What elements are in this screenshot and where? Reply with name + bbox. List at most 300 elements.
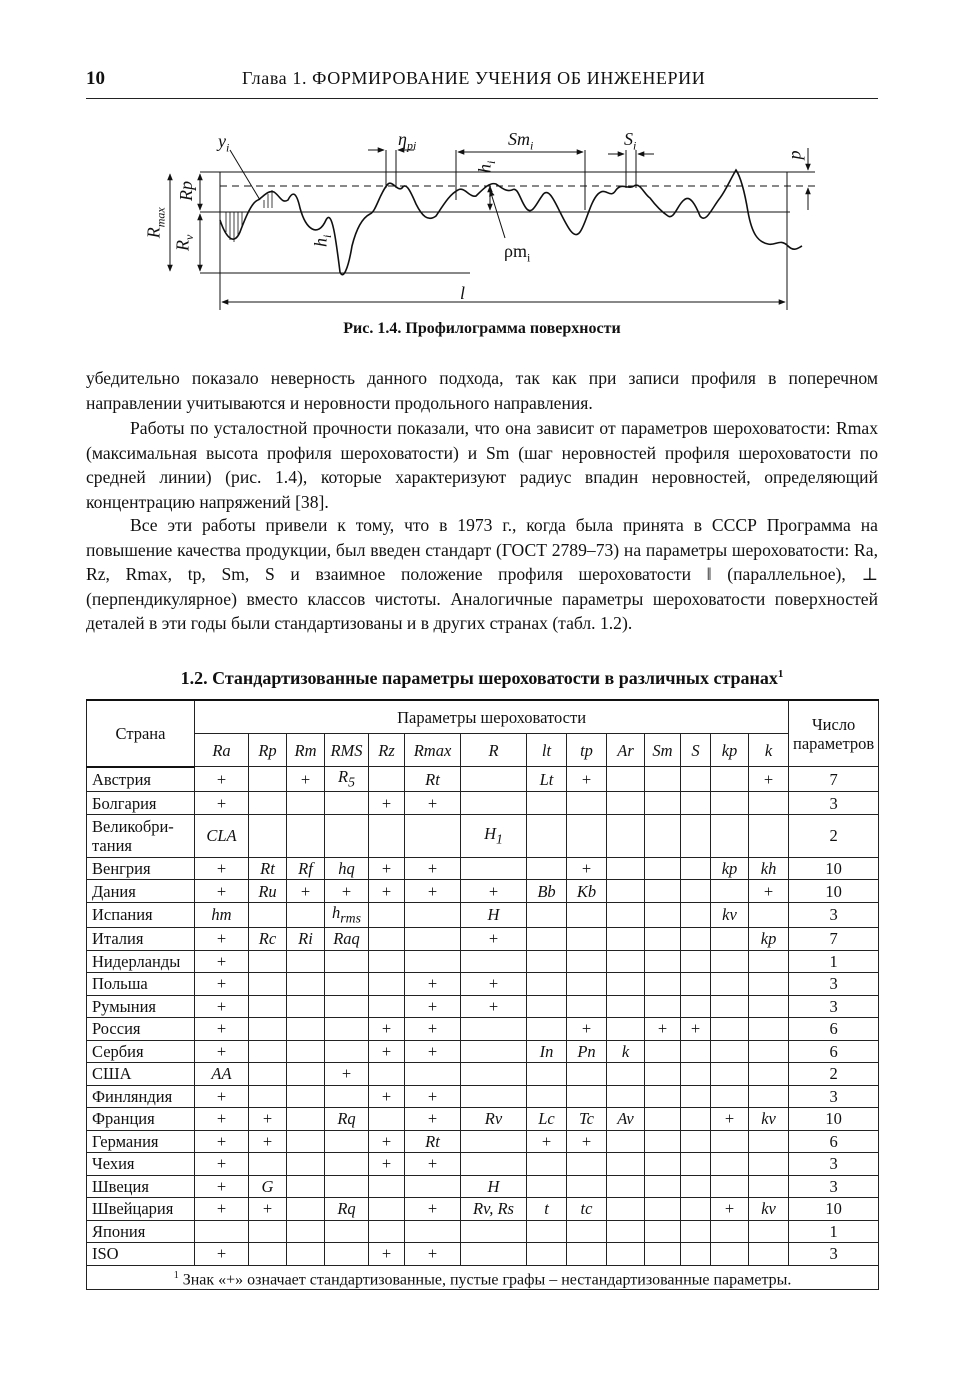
header-country: Страна: [87, 700, 195, 767]
param-cell: Lc: [527, 1108, 567, 1131]
count-cell: 10: [789, 857, 879, 880]
param-cell: [527, 973, 567, 996]
param-cell: [249, 1018, 287, 1041]
count-cell: 3: [789, 1085, 879, 1108]
param-cell: [749, 995, 789, 1018]
param-cell: [249, 950, 287, 973]
param-cell: [645, 1063, 681, 1086]
param-cell: [681, 1108, 711, 1131]
param-cell: [681, 1220, 711, 1243]
param-cell: [287, 1153, 325, 1176]
param-cell: [405, 1175, 461, 1198]
param-cell: +: [369, 857, 405, 880]
table-row: [87, 814, 879, 857]
param-cell: [681, 767, 711, 792]
param-cell: [711, 1063, 749, 1086]
param-cell: H: [461, 1175, 527, 1198]
param-cell: [681, 1130, 711, 1153]
country-cell: Россия: [87, 1018, 195, 1041]
param-cell: CLA: [195, 814, 249, 857]
country-cell: Япония: [87, 1220, 195, 1243]
param-cell: +: [567, 1018, 607, 1041]
param-cell: Rt: [249, 857, 287, 880]
param-cell: [369, 950, 405, 973]
param-cell: [249, 973, 287, 996]
label-eta: $\eta_{pi}$: [398, 129, 417, 153]
param-cell: [645, 973, 681, 996]
param-cell: [681, 1085, 711, 1108]
param-cell: [461, 767, 527, 792]
param-cell: +: [195, 1243, 249, 1266]
header-param: R: [461, 734, 527, 767]
param-cell: [325, 1153, 369, 1176]
param-cell: t: [527, 1198, 567, 1221]
param-cell: [607, 973, 645, 996]
header-param: Ra: [195, 734, 249, 767]
param-cell: [325, 1130, 369, 1153]
label-rmax: $R_{max}$: [143, 207, 168, 239]
param-cell: +: [195, 880, 249, 903]
param-cell: [711, 1018, 749, 1041]
label-l: l: [460, 283, 466, 303]
profilogram-drawing: [140, 120, 820, 320]
param-cell: +: [195, 1108, 249, 1131]
param-cell: [645, 1108, 681, 1131]
param-cell: [369, 973, 405, 996]
param-cell: [325, 1018, 369, 1041]
param-cell: Raq: [325, 928, 369, 951]
param-cell: [325, 1085, 369, 1108]
param-cell: [461, 1220, 527, 1243]
param-cell: +: [195, 792, 249, 815]
param-cell: +: [711, 1198, 749, 1221]
figure-caption: Рис. 1.4. Профилограмма поверхности: [343, 320, 621, 337]
table-row: [87, 1085, 879, 1108]
param-cell: [287, 995, 325, 1018]
param-cell: [287, 1018, 325, 1041]
param-cell: [287, 1175, 325, 1198]
count-cell: 10: [789, 1108, 879, 1131]
param-cell: +: [461, 973, 527, 996]
param-cell: Rq: [325, 1198, 369, 1221]
param-cell: +: [195, 1085, 249, 1108]
param-cell: [249, 902, 287, 927]
param-cell: [369, 1175, 405, 1198]
param-cell: AA: [195, 1063, 249, 1086]
param-cell: [287, 1243, 325, 1266]
param-cell: [369, 902, 405, 927]
hatching: [226, 190, 272, 242]
param-cell: Rq: [325, 1108, 369, 1131]
param-cell: kv: [749, 1198, 789, 1221]
param-cell: +: [461, 880, 527, 903]
count-cell: 3: [789, 1243, 879, 1266]
param-cell: [527, 1018, 567, 1041]
count-cell: 3: [789, 902, 879, 927]
param-cell: [461, 1153, 527, 1176]
param-cell: [461, 950, 527, 973]
page-number: 10: [86, 68, 105, 89]
table-row: [87, 880, 879, 903]
param-cell: [607, 1243, 645, 1266]
param-cell: [567, 1153, 607, 1176]
table-title: 1.2. Стандартизованные параметры шероховатости в различных странах$^1$: [180, 668, 784, 688]
param-cell: +: [711, 1108, 749, 1131]
param-cell: [249, 995, 287, 1018]
param-cell: +: [369, 1130, 405, 1153]
param-cell: +: [195, 973, 249, 996]
table-row: [87, 1153, 879, 1176]
param-cell: [325, 1243, 369, 1266]
param-cell: +: [287, 767, 325, 792]
param-cell: [369, 814, 405, 857]
param-cell: +: [369, 1153, 405, 1176]
param-cell: [749, 814, 789, 857]
profilogram-figure: [140, 120, 820, 320]
param-cell: kp: [711, 857, 749, 880]
param-cell: +: [249, 1108, 287, 1131]
header-param: Rmax: [405, 734, 461, 767]
param-cell: Bb: [527, 880, 567, 903]
table-header: [87, 700, 879, 767]
table-row: [87, 950, 879, 973]
param-cell: Av: [607, 1108, 645, 1131]
footnote-text: Знак «+» означает стандартизованные, пустые графы – нестандартизованные параметры.: [178, 1270, 792, 1288]
param-cell: +: [405, 995, 461, 1018]
param-cell: [369, 928, 405, 951]
country-cell: Италия: [87, 928, 195, 951]
param-cell: [527, 995, 567, 1018]
country-cell: Румыния: [87, 995, 195, 1018]
param-cell: Tc: [567, 1108, 607, 1131]
param-cell: Rc: [249, 928, 287, 951]
param-cell: [711, 973, 749, 996]
param-cell: Rt: [405, 767, 461, 792]
param-cell: [681, 814, 711, 857]
param-cell: Kb: [567, 880, 607, 903]
param-cell: [567, 928, 607, 951]
param-cell: G: [249, 1175, 287, 1198]
param-cell: [607, 1085, 645, 1108]
param-cell: [287, 950, 325, 973]
param-cell: In: [527, 1040, 567, 1063]
table-row: [87, 1130, 879, 1153]
param-cell: kh: [749, 857, 789, 880]
param-cell: [607, 1063, 645, 1086]
param-cell: [249, 1063, 287, 1086]
param-cell: [325, 1175, 369, 1198]
param-cell: [645, 1243, 681, 1266]
param-cell: +: [405, 1040, 461, 1063]
param-cell: [527, 1175, 567, 1198]
param-cell: [749, 950, 789, 973]
table-row: [87, 973, 879, 996]
header-param: Sm: [645, 734, 681, 767]
param-cell: +: [369, 792, 405, 815]
param-cell: [369, 767, 405, 792]
param-cell: [567, 973, 607, 996]
param-cell: [749, 1085, 789, 1108]
param-cell: [461, 1243, 527, 1266]
param-cell: [249, 1040, 287, 1063]
param-cell: [749, 1175, 789, 1198]
table-row: [87, 792, 879, 815]
label-rv: $R_v$: [172, 234, 196, 251]
table-row: [87, 1175, 879, 1198]
param-cell: [325, 1220, 369, 1243]
param-cell: [287, 1063, 325, 1086]
param-cell: [287, 1108, 325, 1131]
param-cell: [607, 928, 645, 951]
param-cell: [645, 1175, 681, 1198]
param-cell: [527, 857, 567, 880]
param-cell: [607, 857, 645, 880]
param-cell: [405, 1220, 461, 1243]
param-cell: +: [287, 880, 325, 903]
param-cell: [749, 1130, 789, 1153]
header-param: Rp: [249, 734, 287, 767]
param-cell: +: [369, 1243, 405, 1266]
param-cell: [645, 1130, 681, 1153]
param-cell: [567, 902, 607, 927]
count-cell: 3: [789, 792, 879, 815]
param-cell: [681, 973, 711, 996]
param-cell: [749, 1018, 789, 1041]
param-cell: +: [195, 767, 249, 792]
param-cell: [681, 1040, 711, 1063]
param-cell: +: [195, 928, 249, 951]
param-cell: [405, 928, 461, 951]
table-row: [87, 928, 879, 951]
param-cell: [527, 950, 567, 973]
paragraph-3: Все эти работы привели к тому, что в 1973 г., когда была принята в СССР Программа на повышение качества продукции, был введен стандарт (ГОСТ 2789–73) на параметры шероховатости: Ra, Rz, Rmax, tp, Sm, S и взаимное положение профиля шероховатости ‖ (параллельное), ⊥ (перпендикулярное) вместо классов чистоты. Аналогичные параметры шероховатости поверхностей деталей в эти годы были стандартизованы и в других странах (табл. 1.2).: [86, 515, 878, 633]
count-cell: 7: [789, 767, 879, 792]
param-cell: [711, 1220, 749, 1243]
param-cell: [607, 792, 645, 815]
param-cell: [249, 1243, 287, 1266]
label-hi-top: $h_i$: [474, 160, 498, 173]
param-cell: k: [607, 1040, 645, 1063]
param-cell: +: [645, 1018, 681, 1041]
header-param: Rm: [287, 734, 325, 767]
param-cell: [749, 902, 789, 927]
param-cell: [195, 1220, 249, 1243]
param-cell: [607, 1175, 645, 1198]
country-cell: Австрия: [87, 767, 195, 792]
param-cell: [369, 1063, 405, 1086]
count-cell: 3: [789, 1153, 879, 1176]
param-cell: [325, 973, 369, 996]
param-cell: [711, 814, 749, 857]
param-cell: [461, 1018, 527, 1041]
param-cell: [711, 880, 749, 903]
roughness-table: [86, 699, 879, 1290]
param-cell: +: [195, 1040, 249, 1063]
param-cell: +: [369, 1018, 405, 1041]
param-cell: Pn: [567, 1040, 607, 1063]
count-cell: 1: [789, 1220, 879, 1243]
param-cell: +: [195, 1018, 249, 1041]
param-cell: +: [405, 1108, 461, 1131]
country-cell: Франция: [87, 1108, 195, 1131]
param-cell: [287, 1198, 325, 1221]
param-cell: +: [405, 1018, 461, 1041]
param-cell: hm: [195, 902, 249, 927]
param-cell: [711, 1130, 749, 1153]
count-cell: 3: [789, 1175, 879, 1198]
param-cell: [645, 1153, 681, 1176]
param-cell: Rv, Rs: [461, 1198, 527, 1221]
param-cell: +: [567, 857, 607, 880]
param-cell: [645, 767, 681, 792]
param-cell: Rv: [461, 1108, 527, 1131]
param-cell: [645, 1220, 681, 1243]
param-cell: [249, 1220, 287, 1243]
country-cell: Нидерланды: [87, 950, 195, 973]
count-cell: 1: [789, 950, 879, 973]
param-cell: [711, 792, 749, 815]
label-si: $S_i$: [624, 129, 637, 153]
param-cell: [711, 767, 749, 792]
param-cell: +: [195, 1198, 249, 1221]
param-cell: +: [325, 880, 369, 903]
param-cell: [645, 902, 681, 927]
param-cell: [711, 1243, 749, 1266]
param-cell: [325, 995, 369, 1018]
param-cell: [249, 792, 287, 815]
param-cell: tc: [567, 1198, 607, 1221]
param-cell: +: [195, 857, 249, 880]
param-cell: hq: [325, 857, 369, 880]
table-row: [87, 1063, 879, 1086]
param-cell: [287, 973, 325, 996]
param-cell: +: [405, 1153, 461, 1176]
country-cell: Сербия: [87, 1040, 195, 1063]
param-cell: [645, 857, 681, 880]
param-cell: [527, 814, 567, 857]
param-cell: [461, 792, 527, 815]
param-cell: [567, 1220, 607, 1243]
param-cell: [405, 950, 461, 973]
param-cell: [749, 1220, 789, 1243]
param-cell: [369, 1108, 405, 1131]
param-cell: +: [369, 1085, 405, 1108]
param-cell: [711, 1040, 749, 1063]
count-cell: 2: [789, 814, 879, 857]
param-cell: [749, 1063, 789, 1086]
param-cell: +: [461, 995, 527, 1018]
header-param: S: [681, 734, 711, 767]
table-row: [87, 1040, 879, 1063]
param-cell: [405, 814, 461, 857]
header-param: k: [749, 734, 789, 767]
param-cell: [567, 814, 607, 857]
header-param: Rz: [369, 734, 405, 767]
table-row: [87, 857, 879, 880]
table-row: [87, 1198, 879, 1221]
param-cell: [527, 1085, 567, 1108]
table-row: [87, 1108, 879, 1131]
table-row: [87, 1243, 879, 1266]
country-cell: США: [87, 1063, 195, 1086]
table-row: [87, 767, 879, 792]
footnote-mark: 1: [173, 1269, 179, 1281]
param-cell: Rf: [287, 857, 325, 880]
param-cell: +: [749, 880, 789, 903]
param-cell: [325, 950, 369, 973]
param-cell: [405, 1063, 461, 1086]
table-row: [87, 1018, 879, 1041]
param-cell: +: [567, 767, 607, 792]
table-row: [87, 995, 879, 1018]
param-cell: [645, 814, 681, 857]
paragraph-2: Работы по усталостной прочности показали, что она зависит от параметров шероховатости: Rmax (максимальная высота профиля шероховатости) и Sm (шаг неровностей профиля шероховатости по средней линии) (рис. 1.4), которые характеризуют радиус впадин неровностей, определяющий концентрацию напряжений [38].: [86, 418, 878, 512]
param-cell: +: [405, 857, 461, 880]
param-cell: [461, 1130, 527, 1153]
param-cell: [325, 1040, 369, 1063]
param-cell: [607, 1018, 645, 1041]
country-cell: Великобри- тания: [87, 814, 195, 857]
param-cell: [749, 792, 789, 815]
param-cell: [681, 1063, 711, 1086]
country-cell: Чехия: [87, 1153, 195, 1176]
param-cell: [527, 1243, 567, 1266]
param-cell: [567, 995, 607, 1018]
param-cell: [369, 995, 405, 1018]
param-cell: +: [195, 1130, 249, 1153]
table-row: [87, 902, 879, 927]
count-cell: 6: [789, 1040, 879, 1063]
param-cell: [567, 1243, 607, 1266]
param-cell: [287, 1085, 325, 1108]
param-cell: [405, 902, 461, 927]
param-cell: [287, 1130, 325, 1153]
paragraph-1: убедительно показало неверность данного подхода, так как при записи профиля в поперечном направлении учитываются и неровности продольного направления.: [86, 368, 878, 413]
header-param: RMS: [325, 734, 369, 767]
param-cell: [287, 792, 325, 815]
param-cell: [645, 928, 681, 951]
param-cell: [749, 973, 789, 996]
param-cell: [711, 1153, 749, 1176]
param-cell: +: [405, 1198, 461, 1221]
param-cell: [645, 1040, 681, 1063]
param-cell: +: [405, 1243, 461, 1266]
param-cell: [681, 792, 711, 815]
param-cell: [645, 995, 681, 1018]
param-cell: [749, 1153, 789, 1176]
count-cell: 7: [789, 928, 879, 951]
param-cell: [369, 1220, 405, 1243]
param-cell: [681, 928, 711, 951]
param-cell: kv: [749, 1108, 789, 1131]
param-cell: [645, 1198, 681, 1221]
param-cell: [287, 814, 325, 857]
param-cell: [249, 1085, 287, 1108]
param-cell: [325, 814, 369, 857]
param-cell: +: [249, 1198, 287, 1221]
param-cell: [681, 1153, 711, 1176]
country-cell: Венгрия: [87, 857, 195, 880]
count-cell: 10: [789, 880, 879, 903]
param-cell: [711, 1175, 749, 1198]
param-cell: [567, 1085, 607, 1108]
label-yi: $y_i$: [218, 131, 230, 155]
label-rp: Rp: [176, 181, 196, 201]
param-cell: [607, 767, 645, 792]
param-cell: +: [567, 1130, 607, 1153]
param-cell: [461, 1085, 527, 1108]
param-cell: [461, 857, 527, 880]
